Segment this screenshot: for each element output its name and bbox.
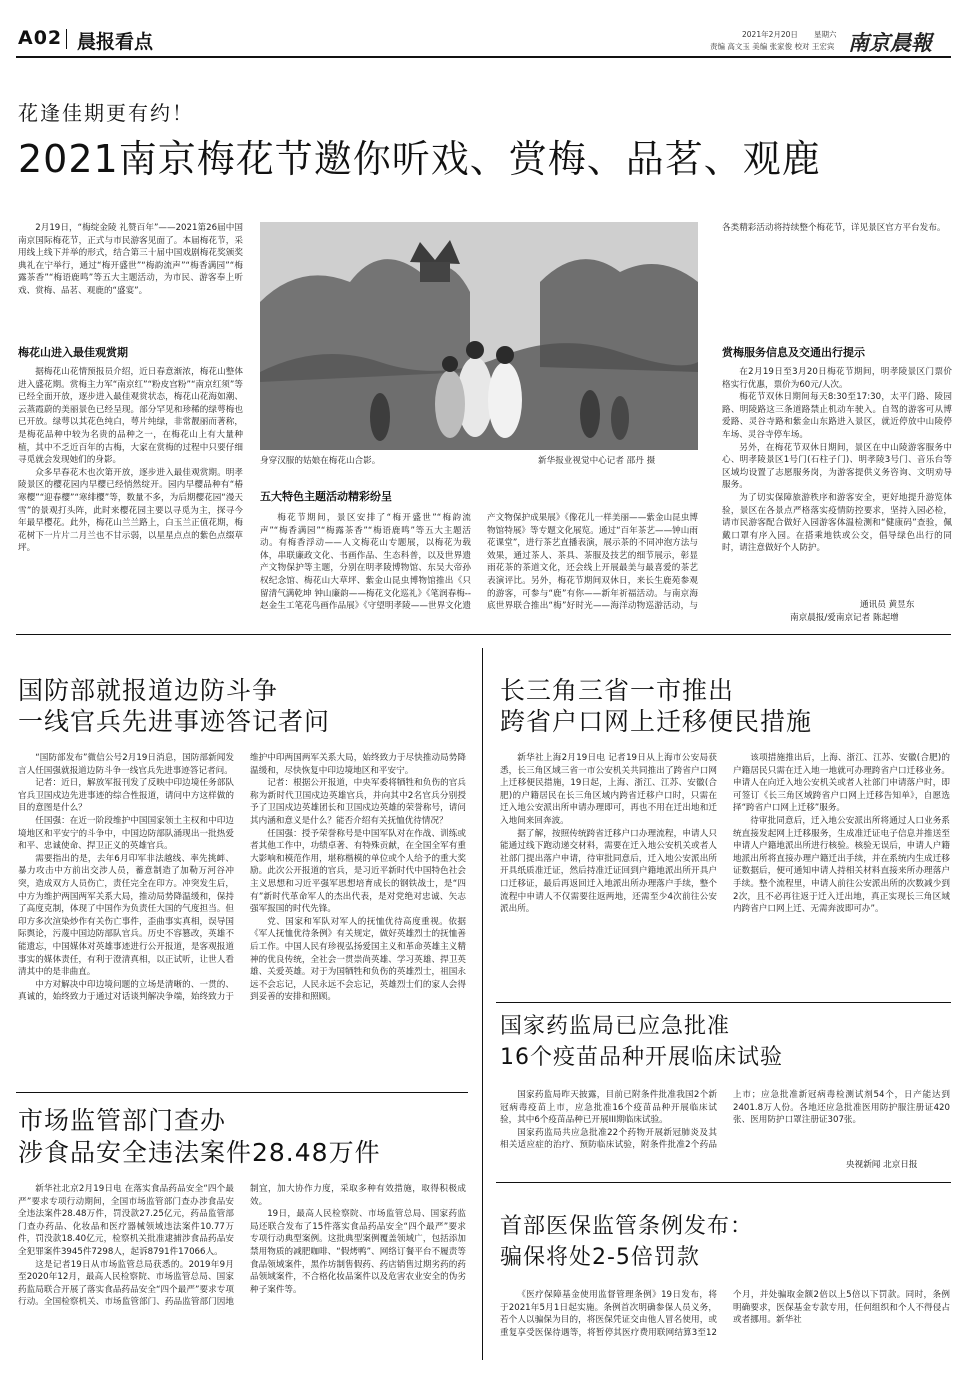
- lead-intro: 2月19日，“梅绽金陵 礼赞百年”——2021第26届中国南京国际梅花节，正式与市民游客见面了。本届梅花节，采用线上线下并举的形式，结合第三十届中国戏剧梅花奖颁奖典礼在宁举行，通过“梅开盛世”“梅韵流声”“梅香满园”“梅露茶香”“梅语鹿鸣”等五大主题活动，为市民、游客奉上听戏、赏梅、品茗、观鹿的“盛宴”。: [18, 223, 243, 296]
- market-top-rule: [16, 1092, 468, 1093]
- lead-bottom-rule: [16, 634, 951, 635]
- vaccine-top-rule: [496, 1002, 951, 1003]
- insurance-headline-line2: 骗保将处2-5倍罚款: [500, 1245, 700, 1270]
- lead-headline: 2021南京梅花节邀你听戏、赏梅、品茗、观鹿: [18, 137, 821, 181]
- defense-headline-line2: 一线官兵先进事迹答记者问: [18, 707, 331, 736]
- lead-activities-continued: 各类精彩活动将持续整个梅花节，详见景区官方平台发布。: [722, 223, 946, 233]
- defense-body: “国防部发布”微信公号2月19日消息，国防部新闻发言人任国强就报道边防斗争一线官兵先进事迹答记者问。 记者：近日，解放军报刊发了反映中印边境任务部队官兵卫国戍边先进事迹的综合性报道，请问中方这样做的目的意图是什么？ 任国强：在近一阶段维护中国国家领土主权和中印边境地区和平安宁的斗争中，中国边防部队涌现出一批热爱和平、忠诚使命、捍卫正义的英雄官兵。 需要指出的是，去年6月印军非法越线、率先挑衅、暴力攻击中方前出交涉人员，蓄意制造了加勒万河谷冲突，造成双方人员伤亡，责任完全在印方。冲突发生后，中方为维护两国两军关系大局，推动局势降温缓和，保持了高度克制，体现了中国作为负责任大国的气度担当。但印方多次渲染炒作有关伤亡事件，歪曲事实真相，误导国际舆论，污蔑中国边防部队官兵。历史不容篡改，英雄不能遗忘，中国媒体对英雄事迹进行公开报道，是客观报道事实的媒体责任，有利于澄清真相，以正试听，让世人看清其中的是非曲直。 中方对解决中印边境问题的立场是清晰的、一贯的、真诚的，始终致力于通过对话谈判解决争端，始终致力于维护中印两国两军关系大局，始终致力于尽快推动局势降温缓和，尽快恢复中印边境地区和平安宁。 记者：根据公开报道，中央军委将牺牲和负伤的官兵称为新时代卫国戍边英雄官兵，并向其中2名官兵分别授予了卫国戍边英雄团长和卫国戍边英雄的荣誉称号，请问其内涵和意义是什么？能否介绍有关抚恤优待情况？ 任国强：授予荣誉称号是中国军队对在作战、训练或者其他工作中，功绩卓著、有特殊贡献，在全国全军有重大影响和模范作用，堪称楷模的单位或个人给予的重大奖励。此次公开报道的官兵，是习近平新时代中国特色社会主义思想和习近平强军思想培育成长的钢铁战士，是“四有”新时代革命军人的杰出代表，是对党绝对忠诚、矢志强军报国的时代先锋。 党、国家和军队对军人的抚恤优待高度重视。依据《军人抚恤优待条例》有关规定，做好英雄烈士的抚恤善后工作。中国人民有珍视弘扬爱国主义和革命英雄主义精神的优良传统，全社会一贯崇尚英雄、学习英雄、捍卫英雄、关爱英雄。对于为国牺牲和负伤的英雄烈士，祖国永远不会忘记，人民永远不会忘记，英雄烈士们的家人会得到妥善的安排和照顾。: [18, 753, 466, 1003]
- yrd-body: 新华社上海2月19日电 记者19日从上海市公安局获悉，长三角区域三省一市公安机关共同推出了跨省户口网上迁移便民措施，19日起，上海、浙江、江苏、安徽(合肥)的户籍居民在长三角区域内跨省迁移户口时，只需在迁入地公安派出所申请办理即可，再也不用在迁出地和迁入地间来回奔波。 据了解，按照传统跨省迁移户口办理流程，申请人只能通过线下跑动递交材料，需要在迁入地公安机关或者人社部门提出落户申请，待审批同意后，迁入地公安派出所开具纸质准迁证，然后持准迁证回到户籍地派出所开具户口迁移证，最后再返回迁入地派出所办理落户手续，整个流程中申请人不仅需要往返两地，还需至少4次前往公安派出所。 该项措施推出后，上海、浙江、江苏、安徽(合肥)的户籍居民只需在迁入地一地就可办理跨省户口迁移业务。申请人在向迁入地公安机关或者人社部门申请落户时，即可签订《长三角区域跨省户口网上迁移告知单》，自愿选择“跨省户口网上迁移”服务。 待审批同意后，迁入地公安派出所将通过人口业务系统直接发起网上迁移服务，生成准迁证电子信息并推送至申请人户籍地派出所进行核验。核验无误后，申请人户籍地派出所将直接办理户籍迁出手续，并在系统内生成迁移证数据后，便可通知申请人持相关材料直接来所办理落户手续。整个流程里，申请人前往公安派出所的次数减少到2次，且不必再往返于迁入迁出地，真正实现长三角区域内跨省户口网上迁、无需奔波即可办”。: [500, 753, 950, 915]
- lead-activities-body: 梅花节期间，景区安排了“梅开盛世”“梅韵流声”“梅香满园”“梅露茶香”“梅语鹿鸣”等五大主题活动。有梅香浮动——人文梅花山专题展，以梅花为载体，串联廉政文化、书画作品、生态科普，以及世界遗产文物保护等主题，分别在明孝陵博物馆、东吴大帝孙权纪念馆、梅花山大草坪、紫金山昆虫博物馆推出《只留清气满乾坤 钟山廉韵——梅花文化巡礼》《笔润春梅--赵金生工笔花鸟画作品展》《守望明孝陵——世界文化遗产文物保护成果展》《像花儿一样美丽——紫金山昆虫博物馆特展》等专题文化展览。通过“百年茶艺——钟山雨花课堂”，进行茶艺直播表演，展示茶的不同冲泡方法与效果，通过茶人、茶具、茶服及技艺的细节展示，彰显雨花茶的茶道文化，还会线上开展最美与最喜爱的茶艺表演评比。另外，梅花节期间双休日，来长生鹿苑参观的游客，可参与“鹿”有你——新年祈福活动。与南京海底世界联合推出“梅”好时光——海洋动物巡游活动，与: [260, 513, 698, 612]
- page-number: A02: [18, 27, 63, 49]
- vaccine-body: 国家药监局昨天披露，目前已附条件批准我国2个新冠病毒疫苗上市，应急批准16个疫苗品种开展临床试验，其中6个疫苗品种已开展III期临床试验。 国家药监局共应急批准22个药物开展新冠肺炎及其相关适应症的治疗、预防临床试验，附条件批准2个药品上市；应急批准新冠病毒检测试剂54个，日产能达到2401.8万人份。各地还应急批准医用防护服注册证420张、医用防护口罩注册证307张。: [500, 1090, 950, 1151]
- lead-meihuashan-body: 据梅花山花情预报员介绍，近日春意渐浓，梅花山整体进入盛花期。赏梅主力军“南京红”“粉皮宫粉”“南京红须”等已经全面开放，逐步进入最佳观赏状态，梅花山花海如潮、云蒸霞蔚的美丽景色已经呈现。部分罕见和珍稀的绿萼梅也已开放。绿萼以其花色纯白，萼片纯绿，非常靓丽而著称，是梅花品种中较为名贵的品种之一，在梅花山上有大量种植，其中不乏近百年的古梅，大家在赏梅的过程中只要仔细寻觅就会发现她们的身影。 众多早春花木也次第开放，逐步进入最佳观赏期。明孝陵景区的樱花园内早樱已经悄然绽开。园内早樱品种有“椿寒樱”“迎春樱”“寒绯樱”等，数量不多，为后期樱花园“漫天雪”的景观打头阵，此时来樱花园主要以寻觅为主，探寻今年最早樱花。此外，梅花山兰兰路上，白玉兰正值花期，梅花树下一片片二月兰也不甘示弱，以星星点点的紫色点缀草坪。: [18, 367, 243, 554]
- header-separator: [66, 29, 67, 49]
- vaccine-byline: 央视新闻 北京日报: [846, 1160, 918, 1170]
- editor-credits: 责编 高文玉 美编 张家俊 校对 王宏宾: [710, 42, 835, 51]
- insurance-top-rule: [496, 1182, 951, 1183]
- issue-date: 2021年2月20日: [742, 30, 798, 39]
- lead-subhead-meihuashan: 梅花山进入最佳观赏期: [18, 346, 128, 359]
- yrd-headline-line2: 跨省户口网上迁移便民措施: [500, 707, 813, 736]
- defense-headline-line1: 国防部就报道边防斗争: [18, 676, 279, 705]
- vaccine-headline-line1: 国家药监局已应急批准: [500, 1014, 731, 1039]
- lead-subhead-service: 赏梅服务信息及交通出行提示: [722, 346, 865, 359]
- header-rule: [16, 56, 951, 58]
- photo-caption: 身穿汉服的姑娘在梅花山合影。: [260, 456, 381, 466]
- lead-byline-correspondent: 通讯员 黄昱东: [860, 600, 915, 610]
- photo-credit: 新华报业视觉中心记者 邵丹 摄: [538, 456, 656, 466]
- page-header: [0, 0, 967, 60]
- plum-blossom-photo-illustration: [260, 222, 698, 450]
- insurance-body: 《医疗保障基金使用监督管理条例》19日发布，将于2021年5月1日起实施。条例首次明确参保人员义务，若个人以骗保为目的，将医保凭证交由他人冒名使用，或重复享受医保待遇等，将暂停其医疗费用联网结算3至12个月，并处骗取金额2倍以上5倍以下罚款。同时，条例明确要求，医保基金专款专用，任何组织和个人不得侵占或者挪用。新华社: [500, 1290, 950, 1338]
- vaccine-headline-line2: 16个疫苗品种开展临床试验: [500, 1045, 783, 1070]
- market-body: 新华社北京2月19日电 在落实食品药品安全“四个最严”要求专项行动期间，全国市场监管部门查办涉食品安全违法案件28.48万件，罚没款27.25亿元，药品监管部门查办药品、化妆品和医疗器械领域违法案件10.77万件，罚没款18.40亿元，检察机关批准逮捕涉食品药品安全犯罪案件3945件7298人，起诉8791件17066人。 这是记者19日从市场监管总局获悉的。2019年9月至2020年12月，最高人民检察院、市场监管总局、国家药监局联合开展了落实食品药品安全“四个最严”要求专项行动。全国检察机关、市场监管部门、药品监管部门因地制宜，加大协作力度，采取多种有效措施，取得积极成效。 19日，最高人民检察院、市场监管总局、国家药监局还联合发布了15件落实食品药品安全“四个最严”要求专项行动典型案例。这批典型案例覆盖领域广，包括添加禁用物质的减肥咖啡、“假烤鸭”、网络订餐平台不履责等食品领域案件，黑作坊制售假药、药店销售过期劣药的药品领域案件，不合格化妆品案件以及危害农业安全的伪劣种子案件等。: [18, 1184, 466, 1308]
- lead-service-body: 在2月19日至3月20日梅花节期间，明孝陵景区门票价格实行优惠，票价为60元/人次。 梅花节双休日期间每天8:30至17:30，太平门路、陵园路、明陵路这三条道路禁止机动车驶入。自驾的游客可从博爱路、灵谷寺路和紫金山东路进入景区，就近停放中山陵停车场、灵谷寺停车场。 另外，在梅花节双休日期间，景区在中山陵游客服务中心、明孝陵景区1号门(石柱子门)、明孝陵3号门、音乐台等区域均设置了志愿服务岗，为游客提供义务咨询、文明劝导服务。 为了切实保障旅游秩序和游客安全，更好地提升游览体验，景区在各景点严格落实疫情防控要求，坚持入园必检，请市民游客配合做好入园游客体温检测和“健康码”查验，佩戴口罩有序入园。在搭乘地铁或公交，倡导绿色出行的同时，请注意做好个人防护。: [722, 367, 952, 554]
- market-headline-line2: 涉食品安全违法案件28.48万件: [18, 1138, 381, 1167]
- lead-kicker: 花逢佳期更有约！: [18, 101, 194, 125]
- lead-photo: [260, 222, 698, 450]
- market-headline-line1: 市场监管部门查办: [18, 1106, 227, 1135]
- section-name: 晨报看点: [77, 31, 154, 53]
- issue-weekday: 星期六: [814, 30, 837, 39]
- lead-subhead-activities: 五大特色主题活动精彩纷呈: [260, 490, 392, 503]
- insurance-headline-line1: 首部医保监管条例发布：: [500, 1214, 754, 1239]
- yrd-headline-line1: 长三角三省一市推出: [500, 676, 735, 705]
- column-divider: [482, 648, 483, 1360]
- newspaper-logo: 南京晨報: [848, 30, 932, 55]
- lead-byline-reporter: 南京晨报/爱南京记者 陈起增: [790, 613, 899, 623]
